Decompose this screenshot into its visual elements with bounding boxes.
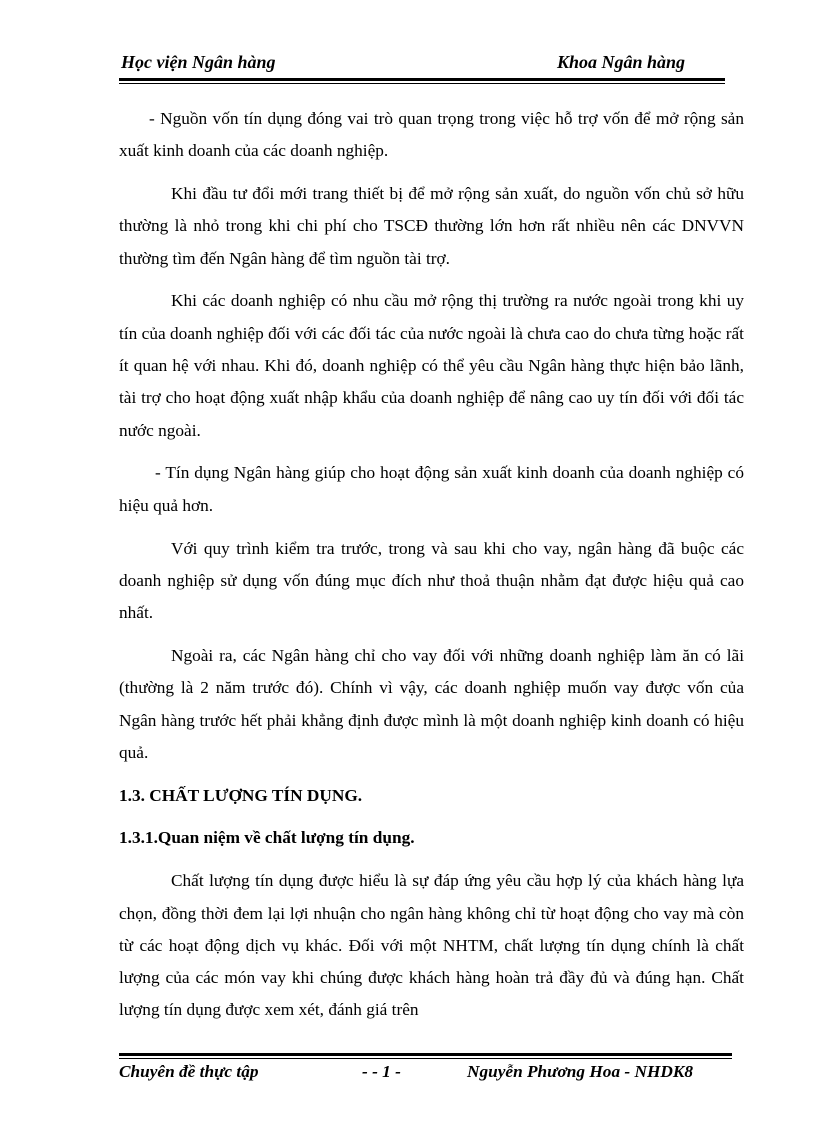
subsection-heading: 1.3.1.Quan niệm về chất lượng tín dụng. <box>119 828 415 848</box>
paragraph: - Tín dụng Ngân hàng giúp cho hoạt động sản xuất kinh doanh của doanh nghiệp có hiệu quả hơn. <box>119 463 744 515</box>
paragraph: Khi đầu tư đổi mới trang thiết bị để mở rộng sản xuất, do nguồn vốn chủ sở hữu thường là nhỏ trong khi chi phí cho TSCĐ thường lớn hơn rất nhiều nên các DNVVN thường tìm đến Ngân hàng để tìm nguồn tài trợ. <box>119 184 744 268</box>
footer-title: Chuyên đề thực tập <box>119 1062 259 1081</box>
paragraph: Chất lượng tín dụng được hiểu là sự đáp ứng yêu cầu hợp lý của khách hàng lựa chọn, đồng thời đem lại lợi nhuận cho ngân hàng không chỉ từ hoạt động cho vay mà còn từ các hoạt động dịch vụ khác. Đối với một NHTM, chất lượng tín dụng chính là chất lượng của các món vay khi chúng được khách hàng hoàn trả đầy đủ và đúng hạn. Chất lượng tín dụng được xem xét, đánh giá trên <box>119 871 744 1020</box>
page-header <box>121 52 721 74</box>
paragraph: Ngoài ra, các Ngân hàng chỉ cho vay đối với những doanh nghiệp làm ăn có lãi (thường là 2 năm trước đó). Chính vì vậy, các doanh nghiệp muốn vay được vốn của Ngân hàng trước hết phải khẳng định được mình là một doanh nghiệp kinh doanh có hiệu quả. <box>119 645 744 762</box>
footer-divider <box>119 1053 732 1059</box>
page-footer <box>119 1062 732 1084</box>
page-number: - - 1 - <box>362 1062 401 1081</box>
header-institution: Học viện Ngân hàng <box>121 52 276 72</box>
paragraph: Khi các doanh nghiệp có nhu cầu mở rộng thị trường ra nước ngoài trong khi uy tín của doanh nghiệp đối với các đối tác của nước ngoài là chưa cao do chưa từng hoặc rất ít quan hệ với nhau. Khi đó, doanh nghiệp có thể yêu cầu Ngân hàng thực hiện bảo lãnh, tài trợ cho hoạt động xuất nhập khẩu của doanh nghiệp để nâng cao uy tín đối với đối tác nước ngoài. <box>119 291 744 440</box>
document-body <box>119 103 744 1037</box>
paragraph: Với quy trình kiểm tra trước, trong và sau khi cho vay, ngân hàng đã buộc các doanh nghiệp sử dụng vốn đúng mục đích như thoả thuận nhằm đạt được hiệu quả cao nhất. <box>119 538 744 623</box>
section-heading: 1.3. CHẤT LƯỢNG TÍN DỤNG. <box>119 785 363 805</box>
paragraph: - Nguồn vốn tín dụng đóng vai trò quan trọng trong việc hỗ trợ vốn để mở rộng sản xuất kinh doanh của các doanh nghiệp. <box>119 109 744 161</box>
header-faculty: Khoa Ngân hàng <box>556 52 685 72</box>
footer-author: Nguyễn Phương Hoa - NHDK8 <box>467 1062 694 1081</box>
header-divider <box>119 78 725 84</box>
